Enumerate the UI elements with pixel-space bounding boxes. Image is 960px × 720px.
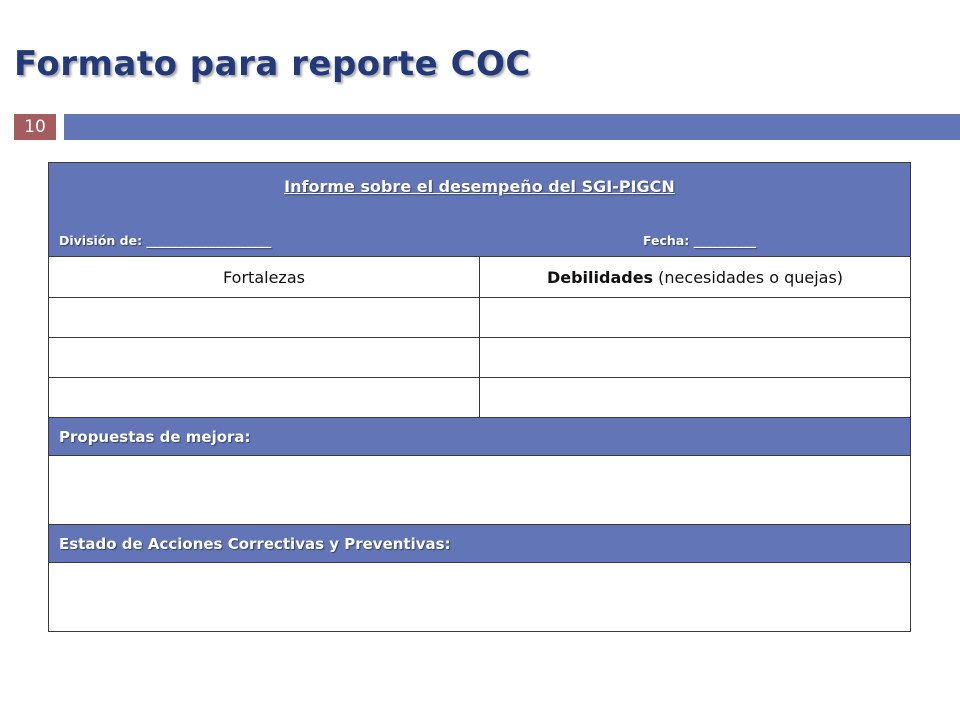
fortalezas-cell[interactable] — [49, 338, 480, 377]
debilidades-cell[interactable] — [480, 298, 910, 337]
debilidades-header — [480, 257, 910, 297]
propuestas-section-header: Propuestas de mejora: — [49, 418, 910, 456]
table-row — [49, 338, 910, 378]
estado-section-header: Estado de Acciones Correctivas y Preventivas: — [49, 525, 910, 563]
table-row — [49, 298, 910, 338]
debilidades-header-note: (necesidades o quejas) — [653, 267, 844, 287]
form-header — [49, 163, 910, 257]
division-field[interactable]: División de: ____________________ — [59, 233, 272, 248]
table-row — [49, 378, 910, 418]
report-form — [48, 162, 911, 632]
table-header-row — [49, 257, 910, 298]
debilidades-cell[interactable] — [480, 378, 910, 417]
fortalezas-cell[interactable] — [49, 378, 480, 417]
fortalezas-header — [49, 257, 480, 297]
slide-number: 10 — [14, 114, 56, 140]
header-rule — [64, 114, 960, 140]
debilidades-cell[interactable] — [480, 338, 910, 377]
propuestas-field[interactable] — [49, 456, 910, 525]
form-title: Informe sobre el desempeño del SGI-PIGCN — [284, 177, 675, 196]
page-title: Formato para reporte COC — [14, 44, 531, 84]
fortalezas-cell[interactable] — [49, 298, 480, 337]
debilidades-header-label: Debilidades — [546, 267, 654, 287]
estado-field[interactable] — [49, 563, 910, 631]
fortalezas-header-label: Fortalezas — [223, 267, 305, 287]
fecha-field[interactable]: Fecha: __________ — [643, 233, 757, 248]
